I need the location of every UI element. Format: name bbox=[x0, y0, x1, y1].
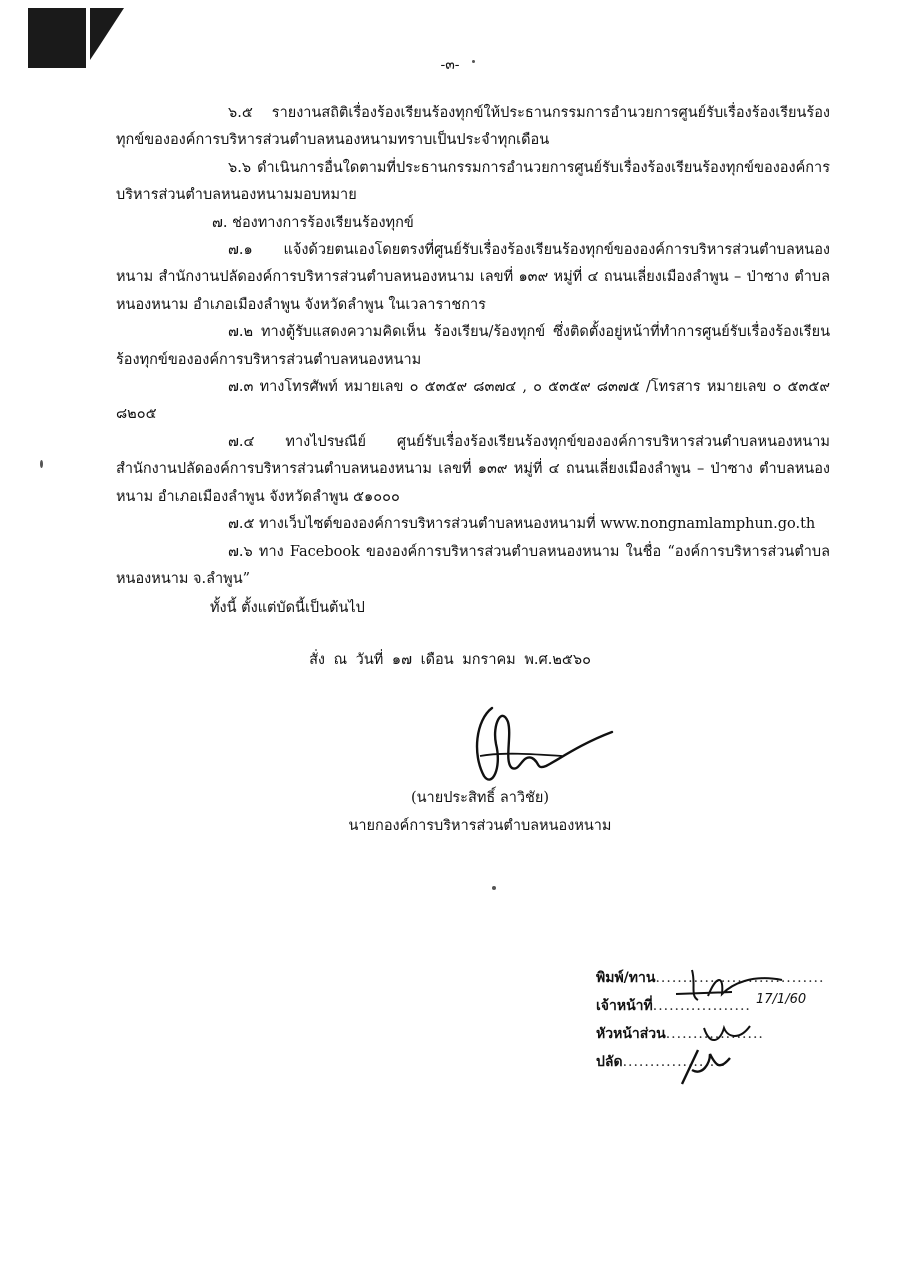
approval-label: หัวหน้าส่วน bbox=[596, 1026, 666, 1042]
initials-scribble-1 bbox=[672, 966, 792, 1006]
approval-row-clerk: ปลัด................... bbox=[596, 1054, 727, 1070]
page-number: -๓- bbox=[440, 57, 460, 73]
section-heading-7: ๗. ช่องทางการร้องเรียนร้องทุกข์ bbox=[212, 214, 414, 231]
paragraph-7-1: ๗.๑ แจ้งด้วยตนเองโดยตรงที่ศูนย์รับเรื่องร้องเรียนร้องทุกข์ขององค์การบริหารส่วนตำบลหนองหนาม สำนักงานปลัดองค์การบริหารส่วนตำบลหนองหนาม เลขที่ ๑๓๙ หมู่ที่ ๔ ถนนเลี่ยงเมืองลำพูน – ป่าซาง ตำบลหนองหนาม อำเภอเมืองลำพูน จังหวัดลำพูน ในเวลาราชการ bbox=[116, 242, 830, 313]
approval-row-typist: พิมพ์/ทาน............................... bbox=[596, 970, 825, 986]
paragraph-6-5: ๖.๕ รายงานสถิติเรื่องร้องเรียนร้องทุกข์ให้ประธานกรรมการอำนวยการศูนย์รับเรื่องร้องเรียนร้องทุกข์ขององค์การบริหารส่วนตำบลหนองหนามทราบเป็นประจำทุกเดือน bbox=[116, 105, 830, 149]
order-date: สั่ง ณ วันที่ ๑๗ เดือน มกราคม พ.ศ.๒๕๖๐ bbox=[309, 652, 591, 668]
scan-speck bbox=[492, 886, 496, 890]
paragraph-7-6: ๗.๖ ทาง Facebook ขององค์การบริหารส่วนตำบลหนองหนาม ในชื่อ “องค์การบริหารส่วนตำบลหนองหนาม จ.ลำพูน” bbox=[116, 543, 830, 587]
approval-label: เจ้าหน้าที่ bbox=[596, 998, 653, 1014]
approval-row-section-head: หัวหน้าส่วน.................. bbox=[596, 1026, 764, 1042]
paragraph-7-2: ๗.๒ ทางตู้รับแสดงความคิดเห็น ร้องเรียน/ร้องทุกข์ ซึ่งติดตั้งอยู่หน้าที่ทำการศูนย์รับเรื่องร้องเรียนร้องทุกข์ขององค์การบริหารส่วนตำบลหนองหนาม bbox=[116, 324, 830, 368]
document-body bbox=[116, 100, 830, 593]
initials-scribble-3 bbox=[676, 1040, 736, 1090]
scan-speck bbox=[472, 60, 475, 63]
paragraph-7-3: ๗.๓ ทางโทรศัพท์ หมายเลข ๐ ๕๓๕๙ ๘๓๗๔ , ๐ ๕๓๕๙ ๘๓๗๕ /โทรสาร หมายเลข ๐ ๕๓๕๙ ๘๒๐๕ bbox=[116, 379, 830, 423]
approval-row-officer: เจ้าหน้าที่.................. 17/1/60 bbox=[596, 992, 846, 1020]
paragraph-7-5: ๗.๕ ทางเว็บไซต์ขององค์การบริหารส่วนตำบลหนองหนามที่ www.nongnamlamphun.go.th bbox=[228, 516, 816, 533]
approval-label: พิมพ์/ทาน bbox=[596, 970, 656, 986]
signature-scribble bbox=[462, 696, 622, 796]
paragraph-6-6: ๖.๖ ดำเนินการอื่นใดตามที่ประธานกรรมการอำนวยการศูนย์รับเรื่องร้องเรียนร้องทุกข์ขององค์การบริหารส่วนตำบลหนองหนามมอบหมาย bbox=[116, 159, 830, 204]
signer-name: (นายประสิทธิ์ ลาวิชัย) bbox=[410, 790, 550, 806]
approval-label: ปลัด bbox=[596, 1054, 623, 1070]
approval-handwritten-date: 17/1/60 bbox=[756, 992, 807, 1007]
closing-line: ทั้งนี้ ตั้งแต่บัดนี้เป็นต้นไป bbox=[210, 600, 365, 616]
paragraph-7-4: ๗.๔ ทางไปรษณีย์ ศูนย์รับเรื่องร้องเรียนร้องทุกข์ขององค์การบริหารส่วนตำบลหนองหนาม สำนักงานปลัดองค์การบริหารส่วนตำบลหนองหนาม เลขที่ ๑๓๙ หมู่ที่ ๔ ถนนเลี่ยงเมืองลำพูน – ป่าซาง ตำบลหนองหนาม อำเภอเมืองลำพูน จังหวัดลำพูน ๕๑๐๐๐ bbox=[116, 433, 830, 505]
signer-position: นายกองค์การบริหารส่วนตำบลหนองหนาม bbox=[348, 818, 612, 834]
scan-speck bbox=[40, 460, 43, 468]
